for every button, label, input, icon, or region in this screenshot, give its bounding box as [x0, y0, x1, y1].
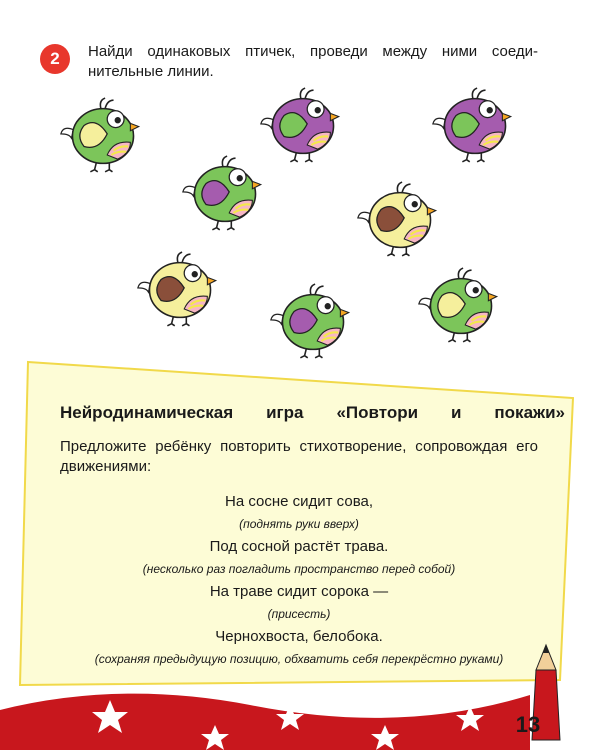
- bird-green-yellow-wing: [416, 266, 506, 346]
- task-instruction: Найди одинаковых птичек, проведи между ними соеди-нительные линии.: [88, 43, 538, 80]
- title-word: покажи»: [494, 403, 565, 422]
- bird-green-purple-wing: [180, 154, 270, 234]
- bird-yellow-brown-wing: [355, 180, 445, 260]
- movement-note: (поднять руки вверх): [239, 517, 359, 531]
- poem-line: На траве сидит сорока —: [209, 583, 389, 600]
- game-instruction: Предложите ребёнку повторить стихотворение, сопровождая его движениями:: [60, 438, 538, 475]
- poem-line: На сосне сидит сова,: [224, 493, 373, 510]
- poem-line: Чернохвоста, белобока.: [215, 628, 383, 645]
- poem: [60, 490, 538, 672]
- movement-note: (присесть): [267, 607, 331, 621]
- poem-line: Под сосной растёт трава.: [209, 538, 389, 555]
- title-word: и: [451, 403, 462, 422]
- bird-purple-green-wing: [430, 86, 520, 166]
- title-word: игра: [266, 403, 304, 422]
- bird-purple-green-wing: [258, 86, 348, 166]
- page-number: 13: [515, 712, 541, 737]
- bird-yellow-brown-wing: [135, 250, 225, 330]
- title-word: «Повтори: [336, 403, 419, 422]
- bird-green-yellow-wing: [58, 96, 148, 176]
- game-title: [60, 403, 565, 423]
- movement-note: (сохраняя предыдущую позицию, обхватить себя перекрёстно руками): [94, 652, 504, 666]
- movement-note: (несколько раз погладить пространство перед собой): [142, 562, 456, 576]
- task-number-badge: 2: [40, 44, 70, 74]
- title-word: Нейродинамическая: [60, 403, 234, 422]
